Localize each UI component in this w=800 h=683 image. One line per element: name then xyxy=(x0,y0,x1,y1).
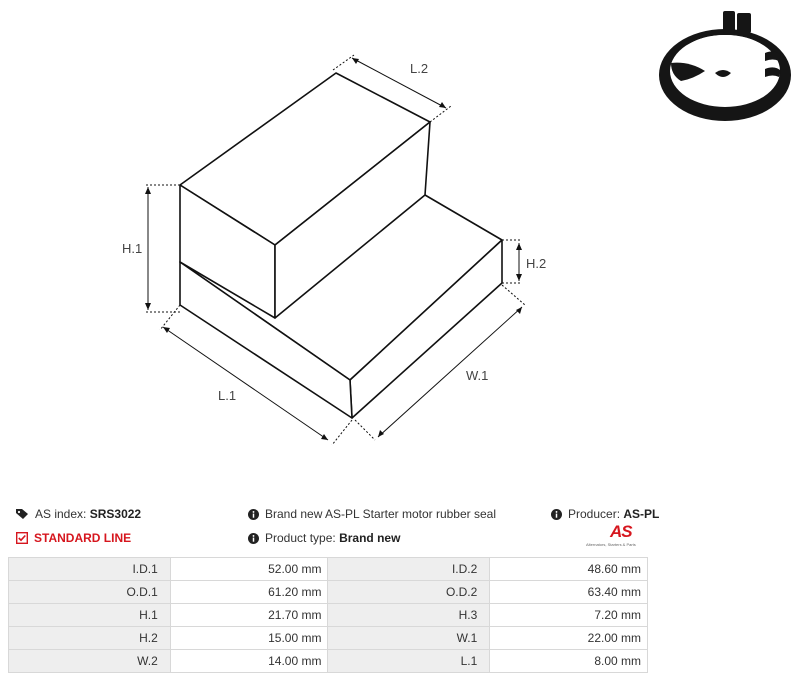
spec-label: O.D.2 xyxy=(328,581,490,604)
as-index-row xyxy=(16,507,141,521)
product-thumbnail[interactable] xyxy=(655,5,795,125)
dim-h2-label: H.2 xyxy=(526,256,547,271)
product-description: Brand new AS-PL Starter motor rubber seal xyxy=(265,507,496,521)
spec-value: 8.00 mm xyxy=(490,650,648,673)
logo-mark: AS xyxy=(610,522,632,541)
as-pl-logo xyxy=(580,522,650,552)
spec-row xyxy=(9,581,648,604)
spec-label: W.1 xyxy=(328,627,490,650)
spec-label: H.2 xyxy=(9,627,171,650)
standard-line-label: STANDARD LINE xyxy=(34,531,132,545)
producer-label: Producer: xyxy=(568,507,621,521)
producer-row xyxy=(551,507,659,521)
spec-value: 22.00 mm xyxy=(490,627,648,650)
spec-label: I.D.1 xyxy=(9,558,171,581)
info-icon xyxy=(551,509,562,520)
spec-label: I.D.2 xyxy=(328,558,490,581)
specs-table xyxy=(8,557,648,673)
spec-value: 21.70 mm xyxy=(170,604,328,627)
spec-label: W.2 xyxy=(9,650,171,673)
spec-row xyxy=(9,558,648,581)
spec-row xyxy=(9,627,648,650)
checkbox-checked-icon xyxy=(16,532,28,544)
tag-icon xyxy=(16,508,29,520)
description-row xyxy=(248,507,496,521)
spec-label: L.1 xyxy=(328,650,490,673)
producer-value: AS-PL xyxy=(623,507,660,521)
dim-w1-label: W.1 xyxy=(466,368,489,383)
logo-tagline: Alternators, Starters & Parts xyxy=(586,542,636,547)
spec-row xyxy=(9,650,648,673)
spec-value: 7.20 mm xyxy=(490,604,648,627)
as-index-value: SRS3022 xyxy=(89,507,142,521)
standard-line-row xyxy=(16,531,131,545)
product-type-row xyxy=(248,531,400,545)
spec-value: 48.60 mm xyxy=(490,558,648,581)
product-type-value: Brand new xyxy=(339,531,401,545)
info-icon xyxy=(248,509,259,520)
spec-row xyxy=(9,604,648,627)
spec-value: 63.40 mm xyxy=(490,581,648,604)
spec-value: 61.20 mm xyxy=(170,581,328,604)
as-index-label: AS index: xyxy=(35,507,87,521)
dim-l1-label: L.1 xyxy=(218,388,237,403)
product-type-label: Product type: xyxy=(265,531,336,545)
dim-l2-label: L.2 xyxy=(410,61,429,76)
info-icon xyxy=(248,533,259,544)
spec-value: 15.00 mm xyxy=(170,627,328,650)
spec-label: H.3 xyxy=(328,604,490,627)
spec-value: 14.00 mm xyxy=(170,650,328,673)
spec-label: O.D.1 xyxy=(9,581,171,604)
spec-value: 52.00 mm xyxy=(170,558,328,581)
spec-label: H.1 xyxy=(9,604,171,627)
dim-h1-label: H.1 xyxy=(122,241,143,256)
